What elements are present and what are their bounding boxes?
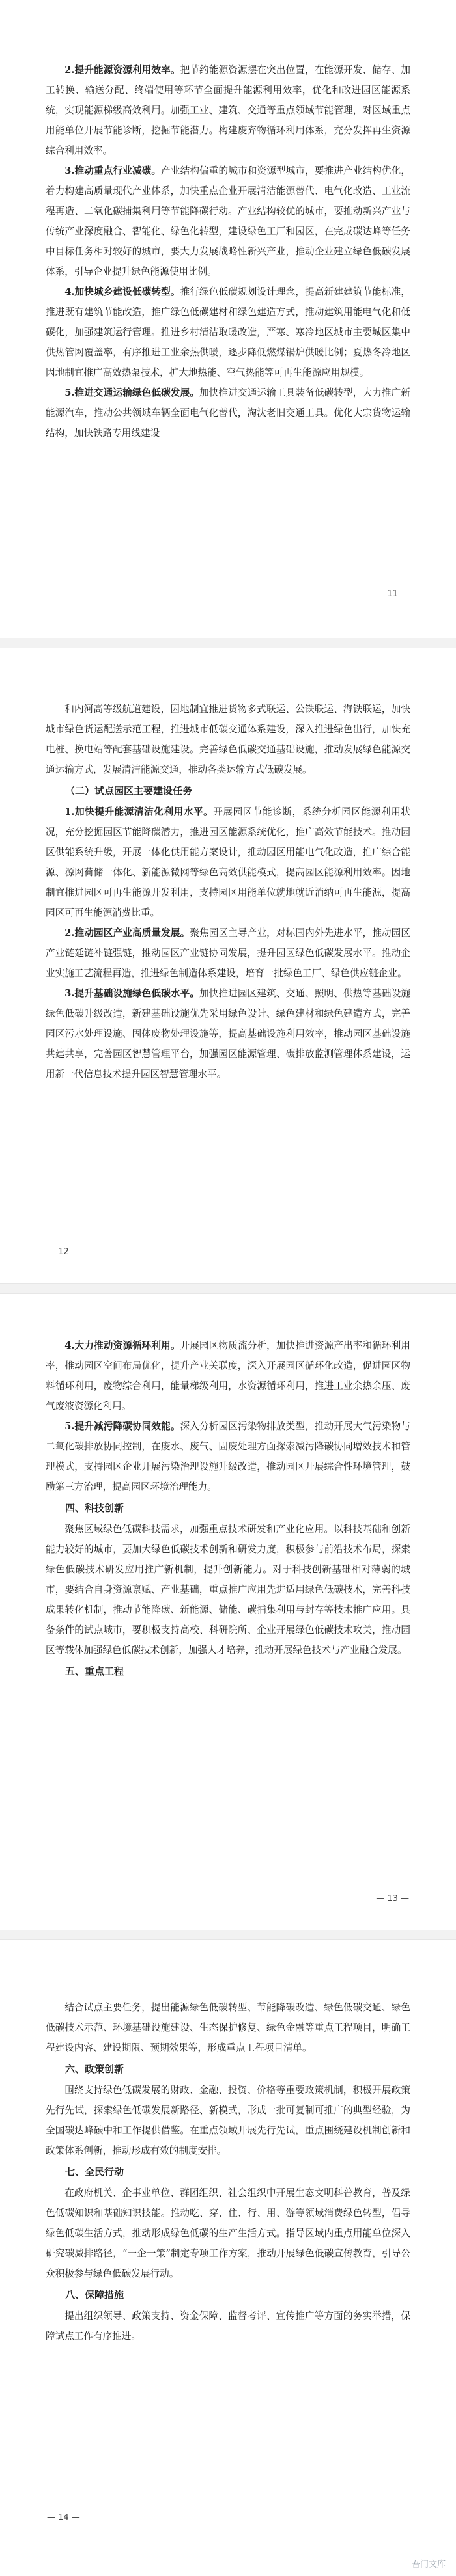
section-heading: 八、保障措施: [65, 2289, 124, 2301]
page-number: — 13 —: [376, 1894, 409, 1904]
paragraph: 2.提升能源资源利用效率。把节约能源资源摆在突出位置，在能源开发、储存、加工转换、输送分配、终端使用等环节全面提升能源利用效率，优化和改进园区能源系统，实现能源梯级高效利用。加强工业、建筑、交通等重点领域节能管理，对区域重点用能单位开展节能诊断，挖掘节能潜力。构建废弃物循环利用体系，充分发挥再生资源综合利用效率。: [46, 64, 410, 156]
paragraph: 结合试点主要任务，提出能源绿色低碳转型、节能降碳改造、绿色低碳交通、绿色低碳技术示范、环境基础设施建设、生态保护修复、绿色金融等重点工程项目，明确工程建设内容、建设期限、预期效果等，形成重点工程项目清单。: [46, 2002, 410, 2053]
page-divider: [0, 638, 456, 648]
section-heading: 五、重点工程: [65, 1665, 124, 1677]
paragraph: 5.推进交通运输绿色低碳发展。加快推进交通运输工具装备低碳转型，大力推广新能源汽车，推动公共领域车辆全面电气化替代，淘汰老旧交通工具。优化大宗货物运输结构，加快铁路专用线建设: [46, 387, 410, 439]
section-heading: 四、科技创新: [65, 1502, 124, 1514]
paragraph: 3.提升基础设施绿色低碳水平。加快推进园区建筑、交通、照明、供热等基础设施绿色低碳升级改造，新建基础设施优先采用绿色设计、绿色建材和绿色建造方式，完善园区污水处理设施、固体废物处理设施等，提高基础设施利用效率，推动园区基础设施共建共享，完善园区智慧管理平台，加强园区能源管理、碳排放监测管理体系建设，运用新一代信息技术提升园区智慧管理水平。: [46, 988, 410, 1080]
section-heading: （二）试点园区主要建设任务: [65, 785, 193, 797]
watermark: 吾门文库: [411, 2560, 446, 2569]
page-divider: [0, 1930, 456, 1940]
page-number: — 14 —: [47, 2513, 80, 2523]
paragraph: 4.加快城乡建设低碳转型。推行绿色低碳规划设计理念，提高新建建筑节能标准，推进既有建筑节能改造，推广绿色低碳建材和绿色建造方式，推动建筑用能电气化和低碳化，加强建筑运行管理。推进乡村清洁取暖改造，严寒、寒冷地区城市主要城区集中供热管网覆盖率，有序推进工业余热供暖，逐步降低燃煤锅炉供暖比例；夏热冬冷地区因地制宜推广高效热泵技术，扩大地热能、空气热能等可再生能源应用规模。: [46, 286, 410, 378]
page-11: [0, 0, 456, 615]
page-12: [0, 648, 456, 1276]
paragraph: 3.推动重点行业减碳。产业结构偏重的城市和资源型城市，要推进产业结构优化，着力构建高质量现代产业体系，加快重点企业开展清洁能源替代、电气化改造、工业流程再造、二氧化碳捕集利用等节能降碳行动。产业结构较优的城市，要推动新兴产业与传统产业深度融合、智能化、绿色化转型，建设绿色工厂和园区，在完成碳达峰等任务中目标任务相对较好的城市，要大力发展战略性新兴产业，推动企业建立绿色低碳发展体系，引导企业提升绿色能源使用比例。: [46, 165, 410, 277]
paragraph: 和内河高等级航道建设，因地制宜推进货物多式联运、公铁联运、海铁联运，加快城市绿色货运配送示范工程，推进城市低碳交通体系建设，深入推进绿色出行，加快充电桩、换电站等配套基础设施建设。完善绿色低碳交通基础设施，推动发展绿色能源交通运输方式，发展清洁能源交通，推动各类运输方式低碳发展。: [46, 704, 410, 775]
paragraph: 4.大力推动资源循环利用。开展园区物质流分析，加快推进资源产出率和循环利用率，推动园区空间布局优化，提升产业关联度，深入开展园区循环化改造，促进园区物料循环利用，废物综合利用，能量梯级利用，水资源循环利用，推进工业余热余压、废气废液资源化利用。: [46, 1340, 410, 1412]
paragraph: 1.加快提升能源清洁化利用水平。开展园区节能诊断，系统分析园区能源利用状况，充分挖掘园区节能降碳潜力，推进园区能源系统优化，推广高效节能技术。推动园区供能系统升级，开展一体化供用能方案设计，推动园区用能电气化改造，推广综合能源、源网荷储一体化、新能源微网等绿色高效供能模式，提高园区能源利用效率。因地制宜推进园区可再生能源开发利用，支持园区用能单位就地就近消纳可再生能源，提高园区可再生能源消费比重。: [46, 806, 410, 918]
paragraph: 在政府机关、企事业单位、群团组织、社会组织中开展生态文明科普教育，普及绿色低碳知识和基础知识技能。推动吃、穿、住、行、用、游等领域消费绿色转型，倡导绿色低碳生活方式，推动形成绿色低碳的生产生活方式。指导区域内重点用能单位深入研究碳减排路径，“一企一策”制定专项工作方案，推动开展绿色低碳宣传教育，引导公众积极参与绿色低碳发展行动。: [46, 2187, 410, 2279]
paragraph: 2.推动园区产业高质量发展。聚焦园区主导产业，对标国内外先进水平，推动园区产业链延链补链强链，推动园区产业链协同发展，提升园区绿色低碳发展水平。推动企业实施工艺流程再造，推进绿色制造体系建设，培育一批绿色工厂、绿色供应链企业。: [46, 927, 410, 979]
page-number: — 11 —: [376, 589, 409, 599]
page-14: [0, 1940, 456, 2576]
paragraph: 提出组织领导、政策支持、资金保障、监督考评、宣传推广等方面的务实举措，保障试点工作有序推进。: [46, 2310, 410, 2342]
page-number: — 12 —: [47, 1247, 80, 1257]
paragraph: 聚焦区域绿色低碳科技需求，加强重点技术研发和产业化应用。以科技基础和创新能力较好的城市，要加大绿色低碳技术创新和研发力度，积极参与前沿技术布局，探索绿色低碳技术研发应用推广新机制，提升创新能力。对于科技创新基础相对薄弱的城市，要结合自身资源禀赋、产业基础，重点推广应用先进适用绿色低碳技术，完善科技成果转化机制，推动节能降碳、新能源、储能、碳捕集利用与封存等技术推广应用。具备条件的试点城市，要积极支持高校、科研院所、企业开展绿色低碳技术攻关，推动园区等载体加强绿色低碳技术创新，加强人才培养，推动开展绿色技术与产业融合发展。: [46, 1524, 410, 1656]
section-heading: 六、政策创新: [65, 2063, 124, 2075]
page-13: [0, 1294, 456, 1925]
paragraph: 围绕支持绿色低碳发展的财政、金融、投资、价格等重要政策机制，积极开展政策先行先试，探索绿色低碳发展新路径、新模式，形成一批可复制可推广的典型经验，为全国碳达峰碳中和工作提供借鉴。在重点领域开展先行先试，重点围绕建设机制创新和政策体系创新，推动形成有效的制度安排。: [46, 2085, 410, 2156]
section-heading: 七、全民行动: [65, 2166, 124, 2178]
paragraph: 5.提升减污降碳协同效能。深入分析园区污染物排放类型，推动开展大气污染物与二氧化碳排放协同控制，在废水、废气、固废处理方面探索减污降碳协同增效技术和管理模式，支持园区企业开展污染治理设施升级改造，推动园区开展综合性环境管理，鼓励第三方治理，提高园区环境治理能力。: [46, 1421, 410, 1492]
page-divider: [0, 1283, 456, 1294]
